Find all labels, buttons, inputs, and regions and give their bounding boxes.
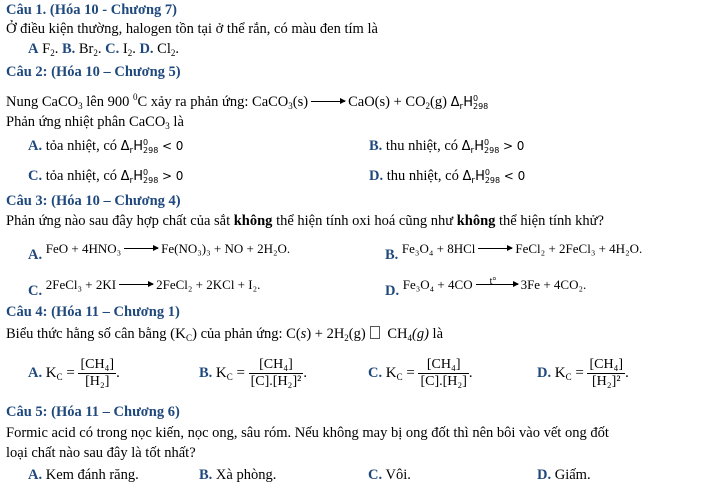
h-sub: 298 xyxy=(472,101,489,111)
q2-stem-delta-h xyxy=(451,94,489,116)
q4-option-d-fraction xyxy=(587,357,625,390)
q2-option-a-text: tỏa nhiệt, có xyxy=(45,138,118,154)
q4-option-b-kc xyxy=(216,365,245,381)
h-symbol: H xyxy=(133,139,144,154)
equals-sign: = xyxy=(575,364,584,381)
q3-stem-part-c: thể hiện tính khử? xyxy=(495,213,604,229)
q1-option-d-letter: D. xyxy=(139,41,154,57)
kc-symbol: K xyxy=(554,364,566,381)
q2-option-b-letter: B. xyxy=(369,138,383,154)
q5-option-c-text: Vôi. xyxy=(385,467,411,483)
h-sub: 298 xyxy=(143,175,159,185)
q2-heading: Câu 2: (Hóa 10 – Chương 5) xyxy=(6,64,181,80)
q5-stem-line-2: loại chất nào sau đây là tốt nhất? xyxy=(6,445,196,461)
h-sub: 298 xyxy=(143,145,159,155)
q4-stem-part-d: (g) xyxy=(348,326,366,342)
q3-option-d-right: 3Fe + 4CO₂. xyxy=(520,277,587,292)
q2-question-sub: 3 xyxy=(165,121,170,131)
equilibrium-arrow-icon xyxy=(370,326,380,339)
q1-option-d-text: Cl xyxy=(157,41,171,57)
q5-heading: Câu 5: (Hóa 11 – Chương 6) xyxy=(6,404,180,420)
q4-stem-part-b: của phản ứng: C( xyxy=(196,326,301,342)
q3-option-c-right: 2FeCl₂ + 2KCl + I₂. xyxy=(156,277,261,292)
h-symbol: H xyxy=(475,169,485,184)
q2-option-a[interactable] xyxy=(28,137,183,160)
q3-stem-part-a: Phản ứng nào sau đây hợp chất của sắt xyxy=(6,213,234,229)
q2-stem-part-c: C xảy ra phản ứng: CaCO xyxy=(137,94,289,110)
q1-heading: Câu 1. (Hóa 10 - Chương 7) xyxy=(6,2,178,18)
q2-option-a-letter: A. xyxy=(28,138,43,154)
q2-stem-part-b: lên 900 xyxy=(82,94,133,110)
q4-stem-kc-open: (K xyxy=(170,326,186,342)
q2-stem-sub-e: 2 xyxy=(425,101,431,111)
h-scripts xyxy=(485,169,500,185)
q2-option-b-sign: > 0 xyxy=(502,139,525,153)
q4-stem-part-c: ) + 2H xyxy=(306,326,345,342)
q4-option-a[interactable]: A. $K_C$ = $\frac{\text{[CH₄]}}{\text{[H₂]}}$ . xyxy=(28,357,120,389)
q4-stem-kc xyxy=(170,326,197,342)
q4-stem xyxy=(6,325,443,347)
q2-option-d-delta-h xyxy=(462,168,500,190)
q5-option-d[interactable] xyxy=(537,466,591,484)
q5-option-c[interactable] xyxy=(368,466,411,484)
q3-option-c-left: 2FeCl₃ + 2KI xyxy=(45,277,117,292)
q3-option-a[interactable] xyxy=(28,240,291,263)
delta-r: r xyxy=(471,176,476,186)
q2-option-b-text: thu nhiệt, có xyxy=(385,138,459,154)
q4-option-c-kc xyxy=(386,365,415,381)
h-scripts xyxy=(143,139,158,155)
delta-symbol: Δ xyxy=(462,169,472,184)
q4-option-d-denominator: [H₂]² xyxy=(592,374,621,389)
q4-option-c-fraction xyxy=(418,357,468,390)
q4-option-d-kc xyxy=(555,365,584,381)
q4-option-b-fraction xyxy=(249,357,304,390)
q1-option-d[interactable]: $Cl_2$. xyxy=(157,41,179,58)
q4-option-b[interactable]: B. $K_C$ = $\frac{\text{[CH₄]}}{\text{[C].[H₂]²}}$ . xyxy=(199,357,307,389)
q2-question xyxy=(6,113,184,135)
delta-r: r xyxy=(459,102,464,112)
h-sub: 298 xyxy=(484,175,501,185)
q2-stem-part-d: (s) xyxy=(292,94,309,110)
q4-stem-part-f: là xyxy=(428,326,444,342)
q2-option-c-letter: C. xyxy=(28,168,43,184)
q1-option-b[interactable]: $Br_2$. xyxy=(78,41,102,58)
equals-sign: = xyxy=(236,364,245,381)
q2-option-c-text: tỏa nhiệt, có xyxy=(45,168,118,184)
h-sup: 0 xyxy=(484,137,490,147)
h-scripts xyxy=(484,139,499,155)
q5-option-d-letter: D. xyxy=(537,467,552,483)
h-sup: 0 xyxy=(484,167,490,177)
q4-option-b-numerator: [CH₄] xyxy=(249,357,304,374)
temperature-label: t° xyxy=(489,276,497,287)
q3-option-c-letter: C. xyxy=(28,283,43,299)
q4-stem-kc-close: ) xyxy=(191,326,197,342)
q4-option-d-numerator: [CH₄] xyxy=(589,357,624,372)
q4-option-a-letter: A. xyxy=(28,364,43,381)
q2-option-d-text: thu nhiệt, có xyxy=(386,168,459,184)
delta-symbol: Δ xyxy=(461,139,471,154)
q3-option-d-left: Fe₃O₄ + 4CO xyxy=(402,277,473,292)
q5-option-a[interactable] xyxy=(28,466,139,484)
q3-option-b-right: FeCl₂ + 2FeCl₃ + 4H₂O. xyxy=(515,241,643,256)
h-scripts xyxy=(143,169,158,185)
q4-stem-kc-sub: C xyxy=(185,333,192,343)
q4-heading: Câu 4: (Hóa 11 – Chương 1) xyxy=(6,304,180,320)
q1-option-a[interactable]: $F_2$. xyxy=(42,41,59,58)
q2-stem-degree: 0 xyxy=(132,92,138,102)
q4-option-a-numerator: [CH₄] xyxy=(80,357,115,372)
delta-r: r xyxy=(470,146,475,156)
q1-option-b-text: Br xyxy=(78,41,94,57)
q2-option-a-delta-h xyxy=(121,138,159,160)
q3-stem-part-b: thể hiện tính oxi hoá cũng như xyxy=(272,213,457,229)
q1-option-c-sub: 2 xyxy=(127,48,133,58)
q1-option-b-sub: 2 xyxy=(93,48,98,58)
q3-stem-bold-1: không xyxy=(233,213,273,229)
q2-stem-part-f: (g) xyxy=(430,94,447,110)
kc-symbol: K xyxy=(215,364,227,381)
q3-stem xyxy=(6,212,604,230)
h-sup: 0 xyxy=(472,93,479,103)
q1-option-a-text: F xyxy=(42,41,51,57)
q2-stem xyxy=(6,88,488,116)
q2-stem-part-e: CaO(s) + CO xyxy=(348,94,426,110)
h-scripts xyxy=(473,95,488,111)
kc-sub: C xyxy=(396,371,403,382)
q5-option-b-letter: B. xyxy=(199,467,213,483)
q5-option-b-text: Xà phòng. xyxy=(215,467,277,483)
kc-symbol: K xyxy=(385,364,397,381)
reaction-arrow-icon xyxy=(476,276,518,287)
q1-option-a-sub: 2 xyxy=(50,48,55,58)
q3-option-b[interactable] xyxy=(385,240,643,263)
q5-option-a-text: Kem đánh răng. xyxy=(45,467,139,483)
q4-option-c[interactable]: C. $K_C$ = $\frac{\text{[CH₄]}}{\text{[C].[H₂]}}$ . xyxy=(368,357,473,389)
q3-option-c[interactable] xyxy=(28,276,261,299)
q4-stem-sub-e: 4 xyxy=(407,333,412,343)
h-sup: 0 xyxy=(143,167,149,177)
q4-option-d-letter: D. xyxy=(537,364,552,381)
q1-option-a-letter: A xyxy=(28,41,39,57)
h-symbol: H xyxy=(474,139,485,154)
q1-stem: Ở điều kiện thường, halogen tồn tại ở thể rắn, có màu đen tím là xyxy=(6,21,378,37)
h-sub: 298 xyxy=(484,145,500,155)
q3-option-b-letter: B. xyxy=(385,247,399,263)
q5-option-c-letter: C. xyxy=(368,467,383,483)
q3-option-d-letter: D. xyxy=(385,283,400,299)
q4-option-a-denominator: [H₂] xyxy=(85,374,110,389)
q2-option-b[interactable] xyxy=(369,137,524,160)
delta-symbol: Δ xyxy=(120,169,130,184)
q1-options xyxy=(28,40,179,62)
q1-option-c-text: I xyxy=(122,41,128,57)
q4-option-c-letter: C. xyxy=(368,364,383,381)
q4-option-b-denominator: [C].[H₂]² xyxy=(250,374,302,389)
q3-stem-bold-2: không xyxy=(456,213,496,229)
q2-option-c-sign: > 0 xyxy=(161,169,184,183)
kc-symbol: K xyxy=(45,364,57,381)
q2-stem-sub-c: 3 xyxy=(288,101,293,111)
equals-sign: = xyxy=(406,364,415,381)
q4-option-c-numerator: [CH₄] xyxy=(418,357,468,374)
q3-option-d[interactable] xyxy=(385,276,587,299)
q2-question-part-b: là xyxy=(169,114,184,130)
reaction-arrow-icon xyxy=(124,248,158,249)
q1-option-d-sub: 2 xyxy=(170,48,176,58)
q3-heading: Câu 3: (Hóa 10 – Chương 4) xyxy=(6,193,181,209)
q3-option-a-letter: A. xyxy=(28,247,43,263)
q4-option-d[interactable]: D. $K_C$ = $\frac{\text{[CH₄]}}{\text{[H₂]²}}$ . xyxy=(537,357,629,389)
q2-option-c-delta-h xyxy=(121,168,159,190)
q3-option-a-right: Fe(NO₃)₃ + NO + 2H₂O. xyxy=(161,241,291,256)
q5-stem-line-1: Formic acid có trong nọc kiến, nọc ong, sâu róm. Nếu không may bị ong đốt thì nên bôi vào vết ong đốt xyxy=(6,425,609,441)
q1-option-b-letter: B. xyxy=(61,41,76,57)
q2-option-d-sign: < 0 xyxy=(503,169,526,183)
q4-stem-state: s xyxy=(300,326,307,342)
q3-option-b-left: Fe₃O₄ + 8HCl xyxy=(401,241,476,256)
kc-sub: C xyxy=(226,371,233,382)
q2-question-part-a: Phản ứng nhiệt phân CaCO xyxy=(6,114,166,130)
q2-option-d-letter: D. xyxy=(369,168,384,184)
delta-symbol: Δ xyxy=(120,139,130,154)
q5-option-b[interactable] xyxy=(199,466,276,484)
q4-option-b-letter: B. xyxy=(199,364,213,381)
q4-option-a-kc xyxy=(46,365,75,381)
q2-option-d[interactable] xyxy=(369,167,525,190)
q2-option-b-delta-h xyxy=(462,138,500,160)
q4-stem-part-e: CH xyxy=(383,326,408,342)
kc-sub: C xyxy=(565,371,572,382)
reaction-arrow-icon xyxy=(478,248,512,249)
q4-option-a-fraction xyxy=(78,357,116,390)
delta-r: r xyxy=(129,146,134,156)
q1-option-c-letter: C. xyxy=(105,41,120,57)
q2-stem-part-a: Nung CaCO xyxy=(6,94,79,110)
q5-option-a-letter: A. xyxy=(28,467,43,483)
h-sup: 0 xyxy=(143,137,149,147)
q3-option-a-left: FeO + 4HNO₃ xyxy=(45,241,122,256)
q5-option-d-text: Giấm. xyxy=(554,467,591,483)
reaction-arrow-icon xyxy=(119,284,153,285)
delta-r: r xyxy=(129,176,134,186)
q4-stem-state-g: (g) xyxy=(412,326,429,342)
q2-stem-sub-a: 3 xyxy=(78,101,83,111)
q4-option-c-denominator: [C].[H₂] xyxy=(420,374,467,389)
q4-stem-sub-c: 2 xyxy=(344,333,349,343)
h-symbol: H xyxy=(463,95,473,110)
q4-stem-part-a: Biểu thức hằng số cân bằng xyxy=(6,326,171,342)
equals-sign: = xyxy=(66,364,75,381)
kc-sub: C xyxy=(56,371,63,382)
q2-option-c[interactable] xyxy=(28,167,183,190)
reaction-arrow-icon xyxy=(311,101,345,102)
h-symbol: H xyxy=(133,169,144,184)
q2-option-a-sign: < 0 xyxy=(161,139,184,153)
delta-symbol: Δ xyxy=(450,95,460,110)
q1-option-c[interactable]: $I_2$. xyxy=(122,41,136,58)
